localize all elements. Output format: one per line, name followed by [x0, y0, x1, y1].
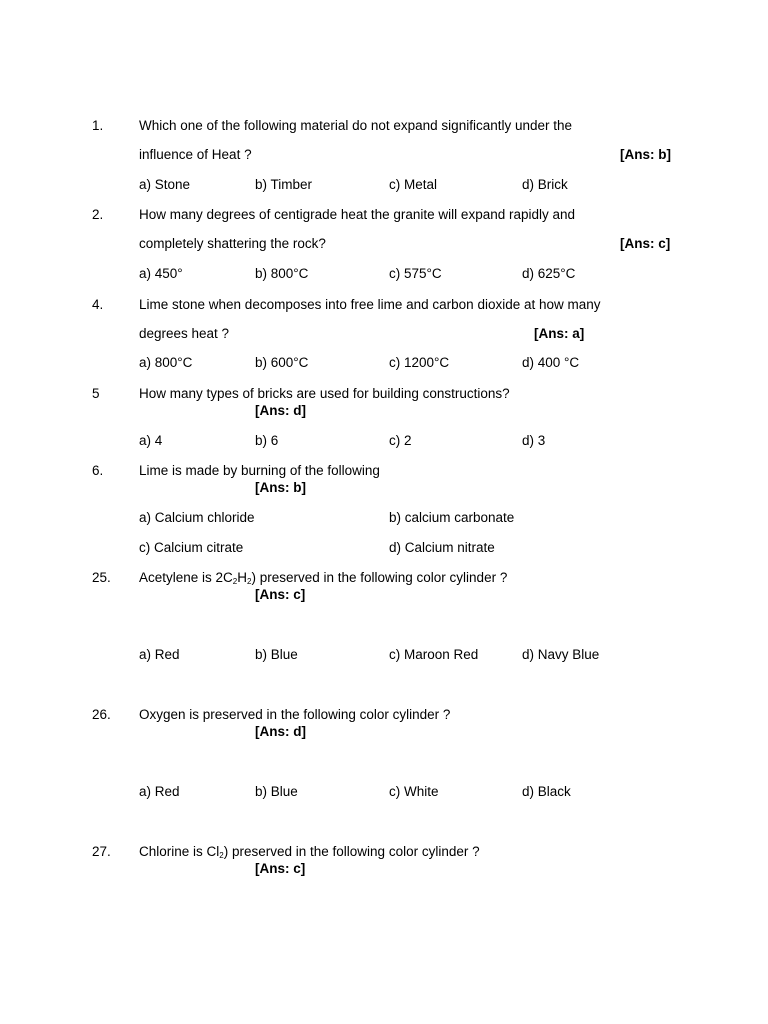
option: d) Black: [522, 784, 571, 799]
option: b) Timber: [255, 177, 313, 192]
question-text: Oxygen is preserved in the following color cylinder ?: [139, 707, 451, 722]
option: b) Blue: [255, 647, 298, 662]
answer-key: [Ans: d]: [255, 403, 306, 418]
option: b) Blue: [255, 784, 298, 799]
question-number: 2.: [92, 207, 104, 222]
question-number: 26.: [92, 707, 111, 722]
option: a) Red: [139, 647, 180, 662]
answer-key: [Ans: d]: [255, 724, 306, 739]
question-text: Chlorine is $Cl_2$) preserved in the following color cylinder ?: [139, 844, 480, 860]
option: a) Stone: [139, 177, 191, 192]
option: d) 3: [522, 433, 546, 448]
option: d) Brick: [522, 177, 568, 192]
option: a) Red: [139, 784, 180, 799]
answer-key: [Ans: b]: [620, 147, 671, 162]
answer-key: [Ans: a]: [534, 326, 585, 341]
option: c) Maroon Red: [389, 647, 479, 662]
question-number: 27.: [92, 844, 111, 859]
option: a) 800°C: [139, 355, 193, 370]
question-text: Acetylene is $2C_2H_2$) preserved in the following color cylinder ?: [139, 570, 508, 586]
option: a) 450°: [139, 266, 183, 281]
question-text: How many types of bricks are used for building constructions?: [139, 386, 510, 401]
option: b) 800°C: [255, 266, 309, 281]
question-number: 5: [92, 386, 100, 401]
option: d) Calcium nitrate: [389, 540, 495, 555]
option: c) 2: [389, 433, 412, 448]
option: c) 575°C: [389, 266, 442, 281]
question-text: How many degrees of centigrade heat the granite will expand rapidly and: [139, 207, 576, 222]
question-text: degrees heat ?: [139, 326, 230, 341]
answer-key: [Ans: c]: [255, 587, 306, 602]
option: d) 400 °C: [522, 355, 580, 370]
option: b) 600°C: [255, 355, 309, 370]
answer-key: [Ans: b]: [255, 480, 306, 495]
option: a) Calcium chloride: [139, 510, 255, 525]
question-text: completely shattering the rock?: [139, 236, 326, 251]
option: a) 4: [139, 433, 163, 448]
question-text: Lime is made by burning of the following: [139, 463, 380, 478]
option: c) 1200°C: [389, 355, 450, 370]
question-text: Lime stone when decomposes into free lime and carbon dioxide at how many: [139, 297, 601, 312]
question-number: 1.: [92, 118, 104, 133]
question-number: 25.: [92, 570, 111, 585]
option: d) Navy Blue: [522, 647, 600, 662]
question-text: influence of Heat ?: [139, 147, 252, 162]
question-text: Which one of the following material do not expand significantly under the: [139, 118, 573, 133]
option: c) Calcium citrate: [139, 540, 244, 555]
option: c) White: [389, 784, 439, 799]
question-number: 4.: [92, 297, 104, 312]
option: b) 6: [255, 433, 279, 448]
answer-key: [Ans: c]: [255, 861, 306, 876]
option: c) Metal: [389, 177, 438, 192]
answer-key: [Ans: c]: [620, 236, 671, 251]
option: b) calcium carbonate: [389, 510, 515, 525]
question-number: 6.: [92, 463, 104, 478]
option: d) 625°C: [522, 266, 576, 281]
